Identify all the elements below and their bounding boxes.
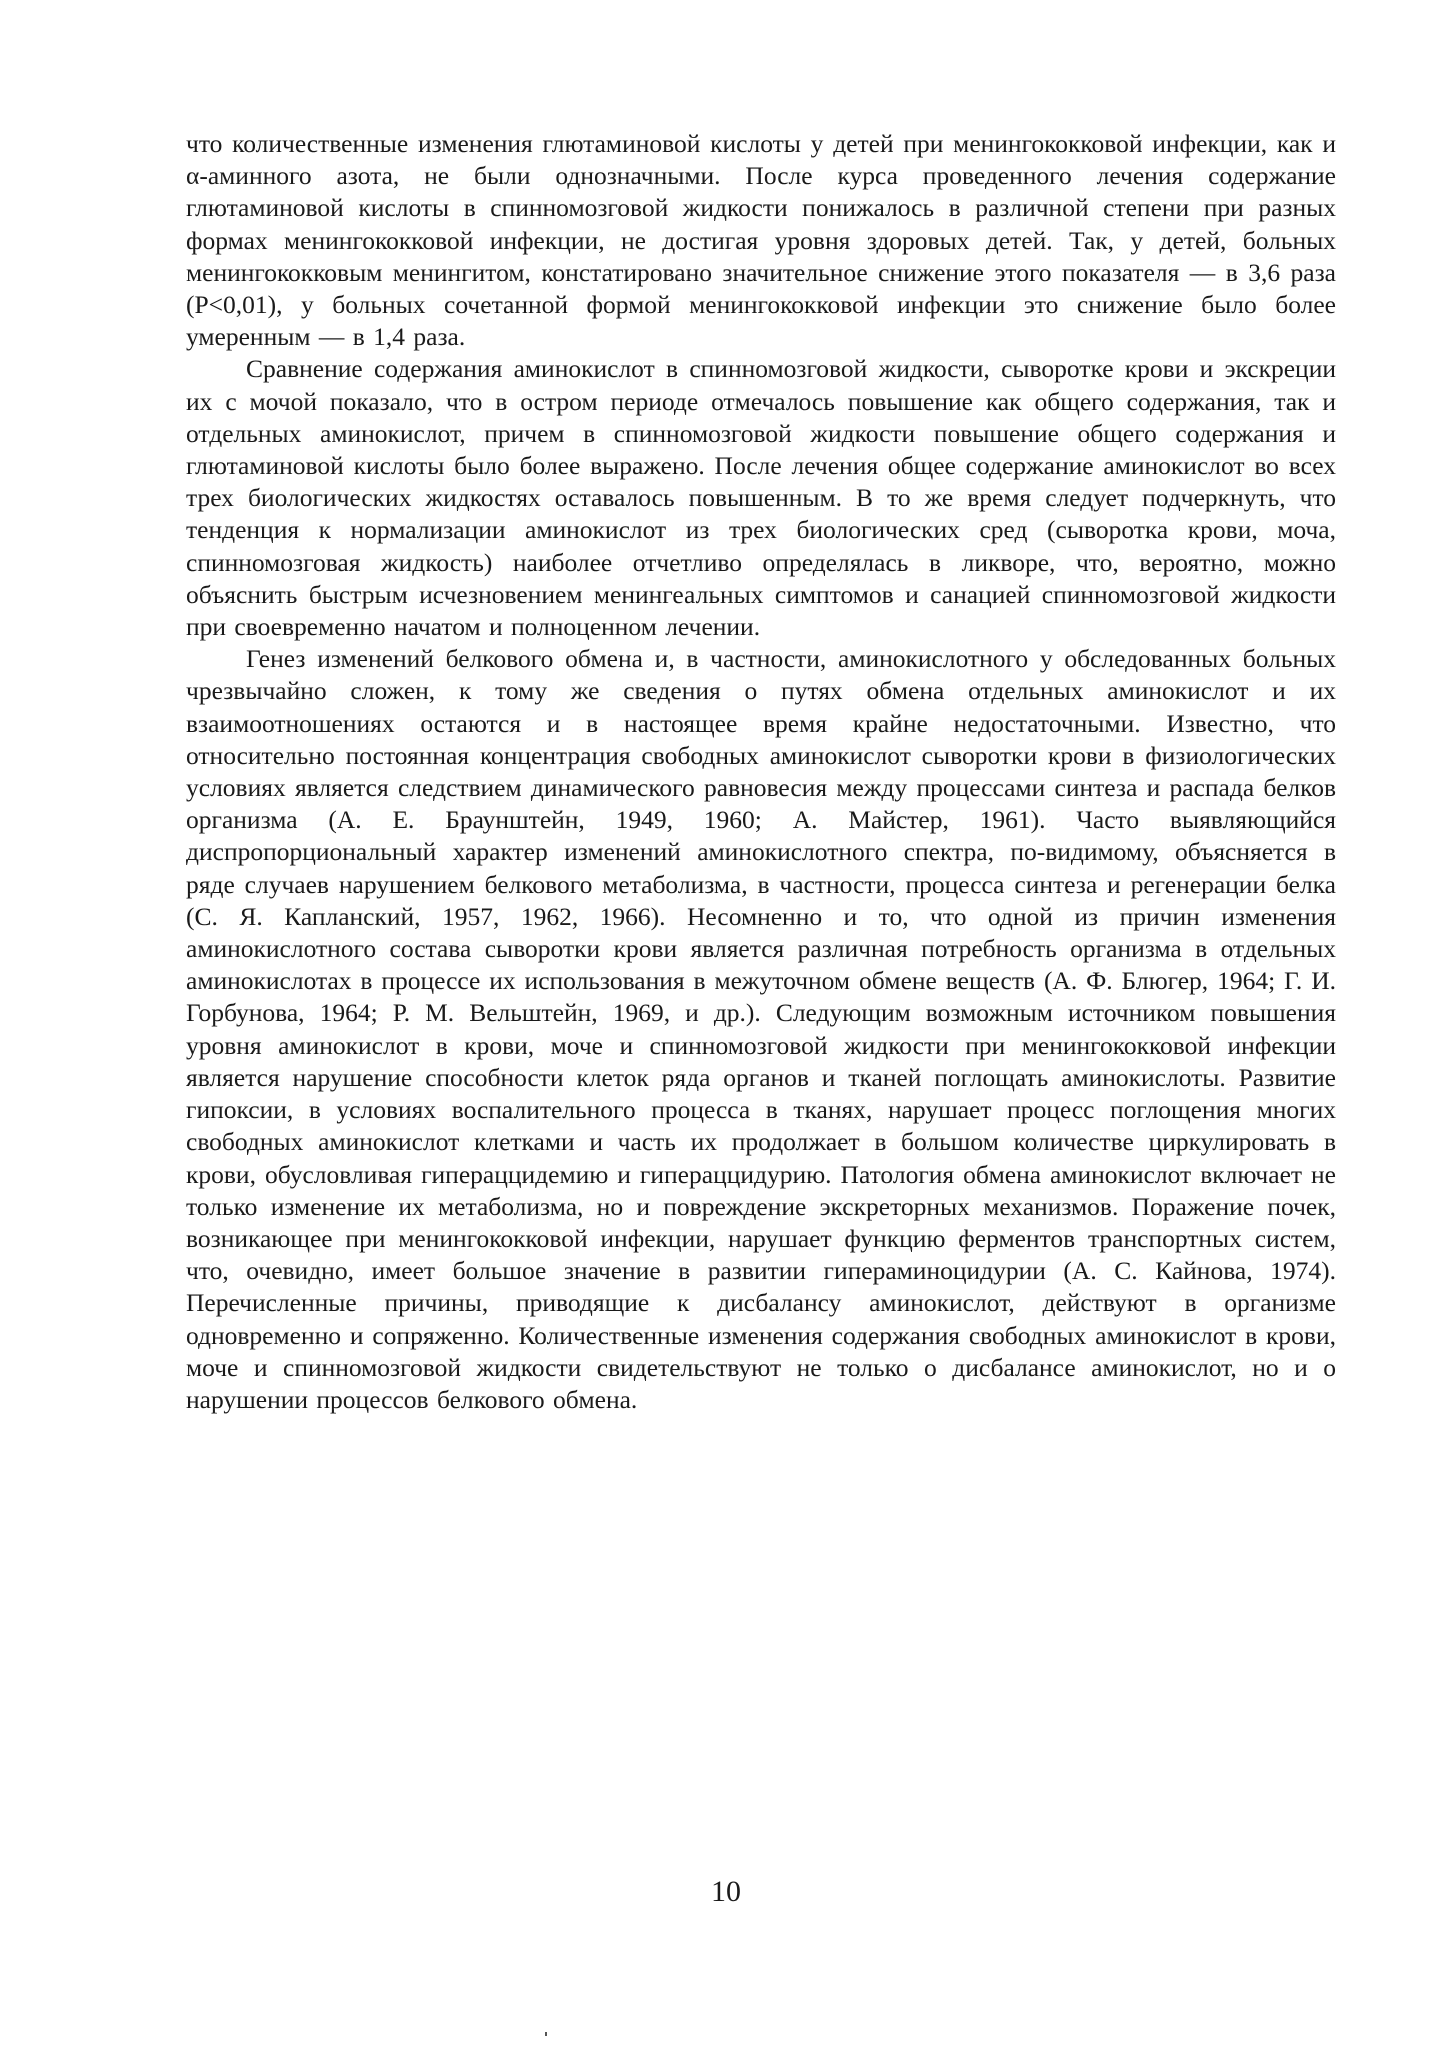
paragraph-1: что количественные изменения глютаминовой кислоты у детей при менингококковой инфекции, как и α-аминного азота, не были однозначными. После курса проведенного лечения содержание глютаминовой кислоты в спинномозговой жидкости понижалось в различной степени при разных формах менингококковой инфекции, не достигая уровня здоровых детей. Так, у детей, больных менингококковым менингитом, констатировано значительное снижение этого показателя — в 3,6 раза (Р<0,01), у больных сочетанной формой менингококковой инфекции это снижение было более умеренным — в 1,4 раза. — [186, 129, 1336, 352]
page-number: 10 — [711, 1875, 741, 1908]
scan-speck — [545, 2032, 547, 2036]
paragraph-2: Сравнение содержания аминокислот в спинномозговой жидкости, сыворотке крови и экскреции их с мочой показало, что в остром периоде отмечалось повышение как общего содержания, так и отдельных аминокислот, причем в спинномозговой жидкости повышение общего содержания и глютаминовой кислоты было более выражено. После лечения общее содержание аминокислот во всех трех биологических жидкостях оставалось повышенным. В то же время следует подчеркнуть, что тенденция к нормализации аминокислот из трех биологических сред (сыворотка крови, моча, спинномозговая жидкость) наиболее отчетливо определялась в ликворе, что, вероятно, можно объяснить быстрым исчезновением менингеальных симптомов и санацией спинномозговой жидкости при своевременно начатом и полноценном лечении. — [186, 354, 1336, 642]
page-body — [186, 128, 1336, 1416]
paragraph-3: Генез изменений белкового обмена и, в частности, аминокислотного у обследованных больных чрезвычайно сложен, к тому же сведения о путях обмена отдельных аминокислот и их взаимоотношениях остаются и в настоящее время крайне недостаточными. Известно, что относительно постоянная концентрация свободных аминокислот сыворотки крови в физиологических условиях является следствием динамического равновесия между процессами синтеза и распада белков организма (А. Е. Браунштейн, 1949, 1960; А. Майстер, 1961). Часто выявляющийся диспропорциональный характер изменений аминокислотного спектра, по-видимому, объясняется в ряде случаев нарушением белкового метаболизма, в частности, процесса синтеза и регенерации белка (С. Я. Капланский, 1957, 1962, 1966). Несомненно и то, что одной из причин изменения аминокислотного состава сыворотки крови является различная потребность организма в отдельных аминокислотах в процессе их использования в межуточном обмене веществ (А. Ф. Блюгер, 1964; Г. И. Горбунова, 1964; Р. М. Вельштейн, 1969, и др.). Следующим возможным источником повышения уровня аминокислот в крови, моче и спинномозговой жидкости при менингококковой инфекции является нарушение способности клеток ряда органов и тканей поглощать аминокислоты. Развитие гипоксии, в условиях воспалительного процесса в тканях, нарушает процесс поглощения многих свободных аминокислот клетками и часть их продолжает в большом количестве циркулировать в крови, обусловливая гипераццидемию и гипераццидурию. Патология обмена аминокислот включает не только изменение их метаболизма, но и повреждение экскреторных механизмов. Поражение почек, возникающее при менингококковой инфекции, нарушает функцию ферментов транспортных систем, что, очевидно, имеет большое значение в развитии гипераминоцидурии (А. С. Кайнова, 1974). Перечисленные причины, приводящие к дисбалансу аминокислот, действуют в организме одновременно и сопряженно. Количественные изменения содержания свободных аминокислот в крови, моче и спинномозговой жидкости свидетельствуют не только о дисбалансе аминокислот, но и о нарушении процессов белкового обмена. — [186, 644, 1336, 1414]
